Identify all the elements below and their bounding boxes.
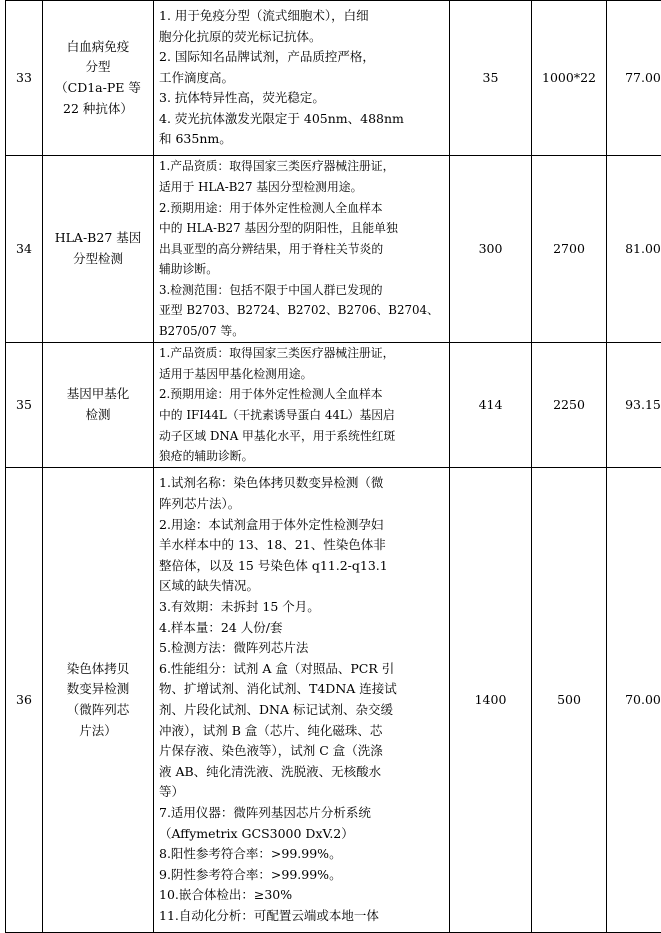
description-line: 液 AB、纯化清洗液、洗脱液、无核酸水 (159, 762, 445, 783)
description-cell (154, 468, 450, 933)
description-line: 片保存液、染色液等），试剂 C 盒（洗涤 (159, 741, 445, 762)
description-line: 等） (159, 782, 445, 803)
quantity-cell: 35 (450, 1, 532, 156)
description-line: 整倍体，以及 15 号染色体 q11.2-q13.1 (159, 556, 445, 577)
description-line: 中的 IFI44L（干扰素诱导蛋白 44L）基因启 (159, 405, 445, 426)
description-line: 3.检测范围：包括不限于中国人群已发现的 (159, 280, 445, 301)
description-line: 2. 国际知名品牌试剂，产品质控严格， (159, 47, 445, 68)
test-count-cell: 500 (532, 468, 607, 933)
product-name-line: 分型 (49, 57, 147, 78)
row-number: 33 (6, 1, 43, 156)
description-line: 动子区域 DNA 甲基化水平，用于系统性红斑 (159, 426, 445, 447)
unit-price-cell: 81.00 (607, 156, 661, 343)
description-line: 9.阴性参考符合率：>99.99%。 (159, 865, 445, 886)
product-name-cell (43, 468, 154, 933)
table-row (6, 343, 661, 468)
description-line: 2.预期用途：用于体外定性检测人全血样本 (159, 198, 445, 219)
unit-price-cell: 93.15 (607, 343, 661, 468)
product-name-line: 22 种抗体） (49, 99, 147, 120)
product-name-line: 基因甲基化 (49, 384, 147, 405)
table-row (6, 468, 661, 933)
description-line: 区域的缺失情况。 (159, 576, 445, 597)
description-line: 工作滴度高。 (159, 68, 445, 89)
description-line: 11.自动化分析：可配置云端或本地一体 (159, 906, 445, 927)
description-line: 剂、片段化试剂、DNA 标记试剂、杂交缓 (159, 700, 445, 721)
description-line: 冲液），试剂 B 盒（芯片、纯化磁珠、芯 (159, 721, 445, 742)
product-name-line: 染色体拷贝 (49, 659, 147, 680)
description-cell (154, 156, 450, 343)
row-number: 36 (6, 468, 43, 933)
description-line: 2.预期用途：用于体外定性检测人全血样本 (159, 384, 445, 405)
description-line: 10.嵌合体检出：≥30% (159, 885, 445, 906)
quantity-cell: 1400 (450, 468, 532, 933)
quantity-cell: 414 (450, 343, 532, 468)
product-name-line: 数变异检测 (49, 679, 147, 700)
description-line: 8.阳性参考符合率：>99.99%。 (159, 844, 445, 865)
product-name-line: 分型检测 (49, 249, 147, 270)
description-line: 3. 抗体特异性高，荧光稳定。 (159, 88, 445, 109)
description-line: 和 635nm。 (159, 129, 445, 150)
test-count-cell: 1000*22 (532, 1, 607, 156)
description-line: 4.样本量：24 人份/套 (159, 618, 445, 639)
description-line: 3.有效期：未拆封 15 个月。 (159, 597, 445, 618)
description-line: 6.性能组分：试剂 A 盒（对照品、PCR 引 (159, 659, 445, 680)
quantity-cell: 300 (450, 156, 532, 343)
description-line: 中的 HLA-B27 基因分型的阴阳性，且能单独 (159, 218, 445, 239)
description-cell (154, 1, 450, 156)
description-line: 羊水样本中的 13、18、21、性染色体非 (159, 535, 445, 556)
product-name-line: HLA-B27 基因 (49, 228, 147, 249)
description-line: 阵列芯片法）。 (159, 494, 445, 515)
description-line: 2.用途：本试剂盒用于体外定性检测孕妇 (159, 515, 445, 536)
description-line: 7.适用仪器：微阵列基因芯片分析系统 (159, 803, 445, 824)
product-name-cell (43, 1, 154, 156)
product-name-cell (43, 156, 154, 343)
product-name-line: （CD1a-PE 等 (49, 78, 147, 99)
description-line: 物、扩增试剂、消化试剂、T4DNA 连接试 (159, 679, 445, 700)
table-row (6, 156, 661, 343)
table-row (6, 1, 661, 156)
description-line: 胞分化抗原的荧光标记抗体。 (159, 27, 445, 48)
product-name-line: 白血病免疫 (49, 37, 147, 58)
description-line: B2705/07 等。 (159, 321, 445, 342)
description-line: （Affymetrix GCS3000 DxV.2） (159, 824, 445, 845)
product-name-line: 检测 (49, 405, 147, 426)
product-name-cell (43, 343, 154, 468)
description-cell (154, 343, 450, 468)
product-name-line: （微阵列芯 (49, 700, 147, 721)
description-line: 适用于基因甲基化检测用途。 (159, 364, 445, 385)
description-line: 1. 用于免疫分型（流式细胞术），白细 (159, 6, 445, 27)
specification-table (5, 0, 661, 933)
description-line: 辅助诊断。 (159, 259, 445, 280)
product-name-line: 片法） (49, 721, 147, 742)
description-line: 亚型 B2703、B2724、B2702、B2706、B2704、 (159, 300, 445, 321)
test-count-cell: 2250 (532, 343, 607, 468)
unit-price-cell: 70.00 (607, 468, 661, 933)
row-number: 35 (6, 343, 43, 468)
description-line: 1.产品资质：取得国家三类医疗器械注册证， (159, 343, 445, 364)
description-line: 适用于 HLA-B27 基因分型检测用途。 (159, 177, 445, 198)
description-line: 4. 荧光抗体激发光限定于 405nm、488nm (159, 109, 445, 130)
description-line: 狼疮的辅助诊断。 (159, 446, 445, 467)
description-line: 5.检测方法：微阵列芯片法 (159, 638, 445, 659)
description-line: 1.试剂名称：染色体拷贝数变异检测（微 (159, 473, 445, 494)
unit-price-cell: 77.00 (607, 1, 661, 156)
test-count-cell: 2700 (532, 156, 607, 343)
description-line: 1.产品资质：取得国家三类医疗器械注册证， (159, 156, 445, 177)
description-line: 出具亚型的高分辨结果，用于脊柱关节炎的 (159, 239, 445, 260)
row-number: 34 (6, 156, 43, 343)
